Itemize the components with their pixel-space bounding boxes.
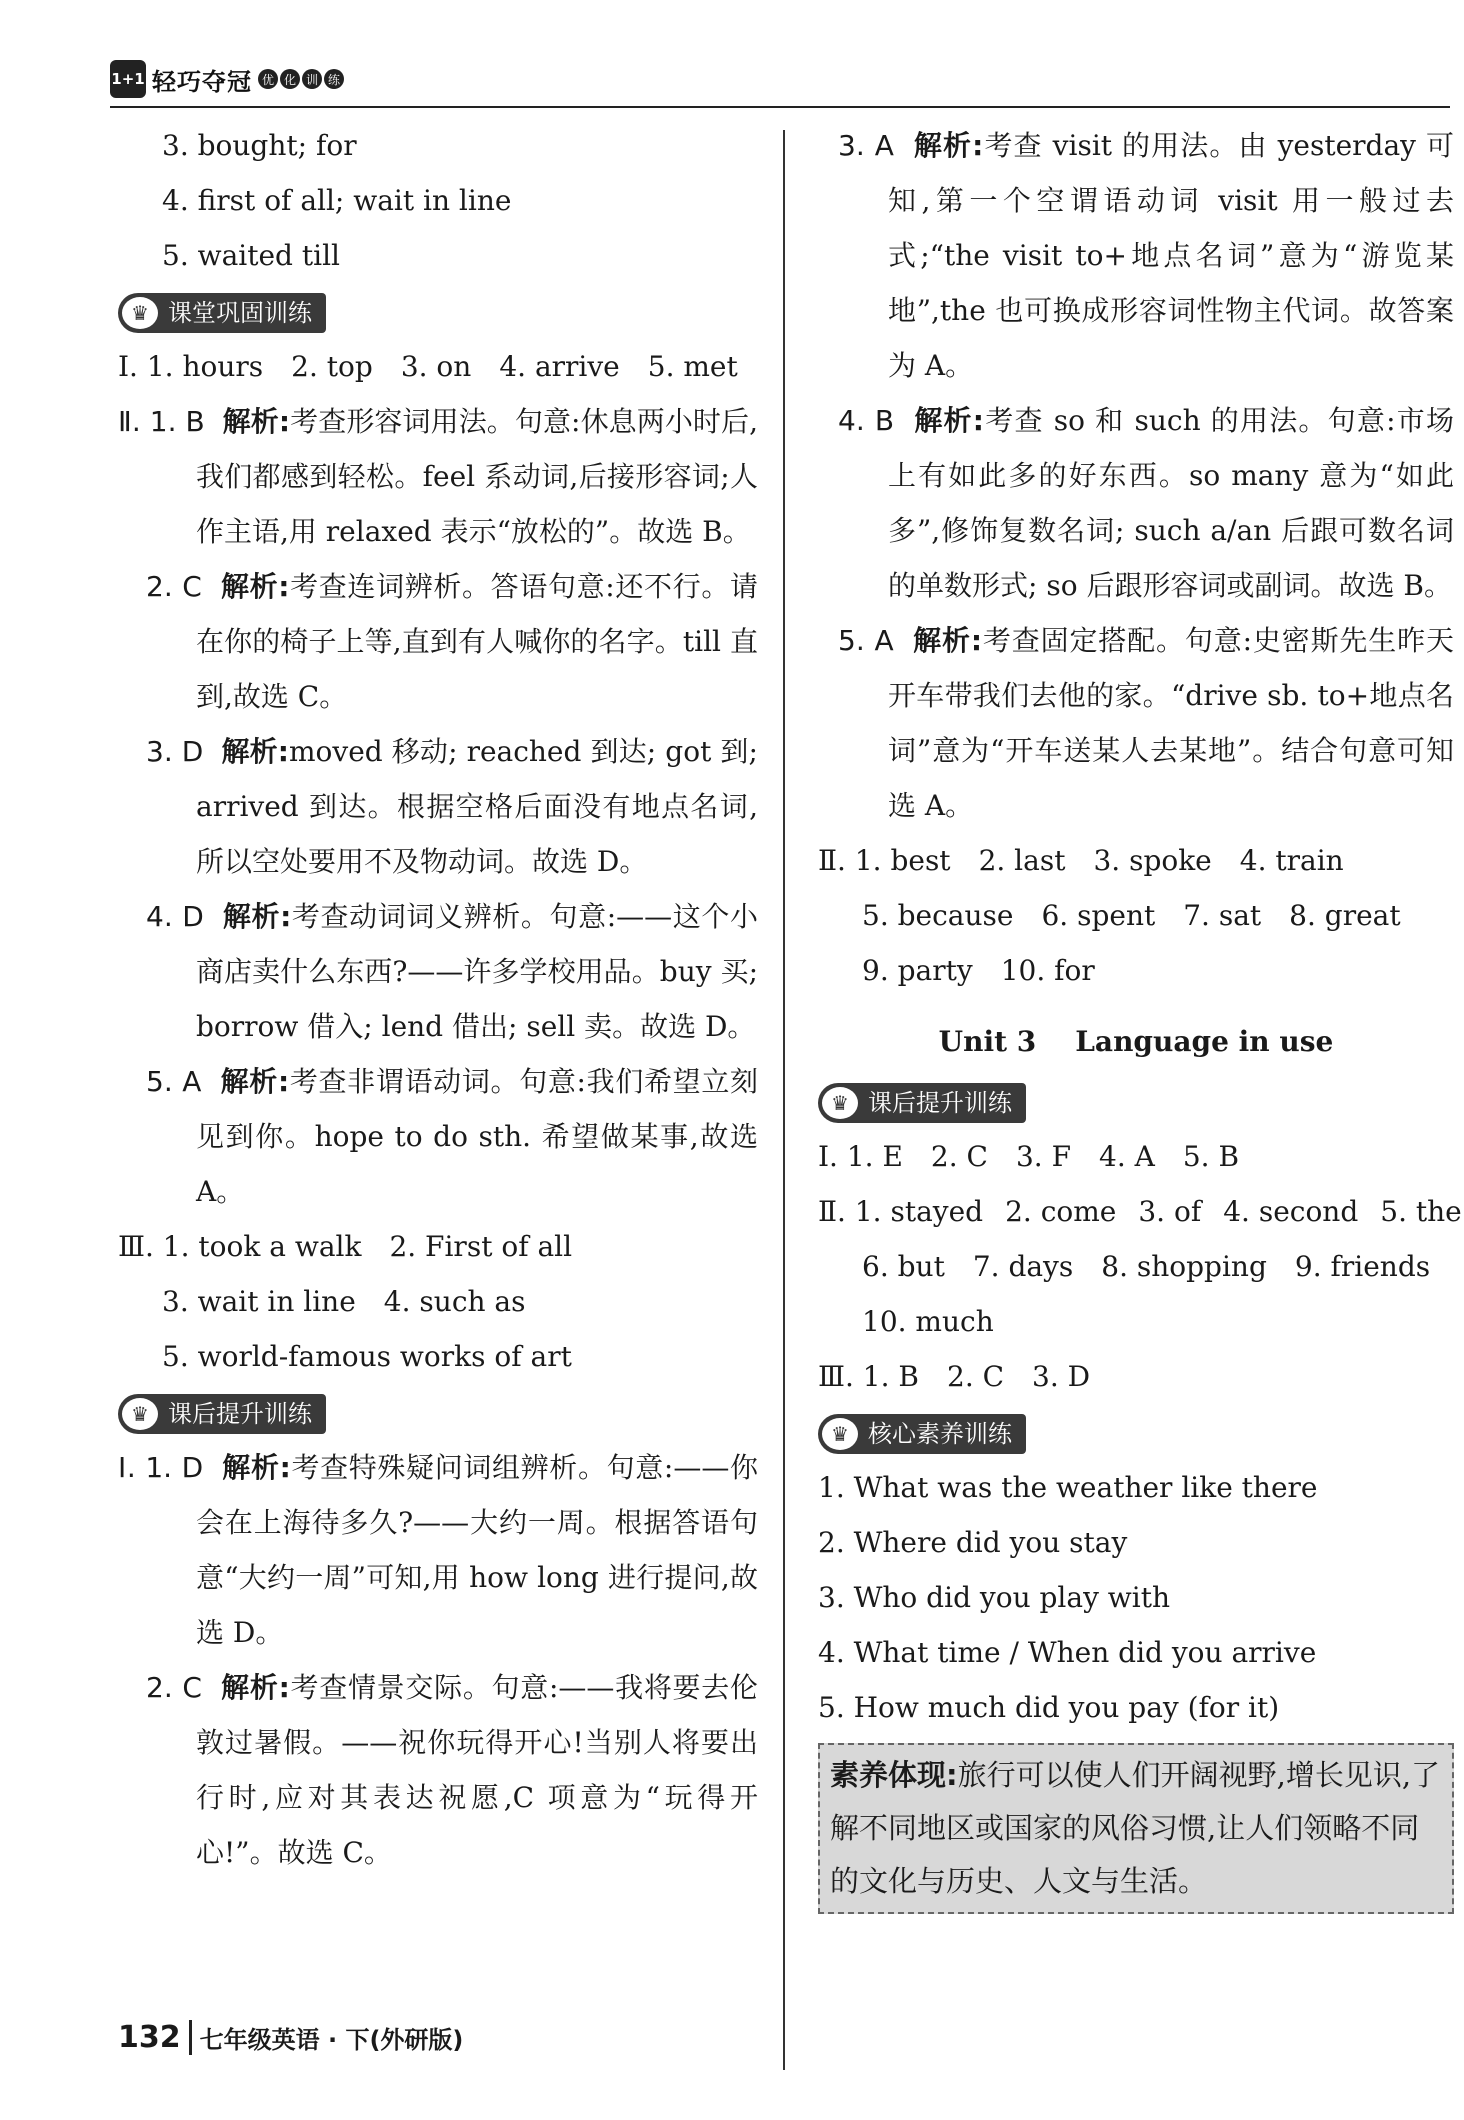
answer-item: 4. arrive [499,350,620,383]
answer-item: 2. come [1005,1195,1117,1228]
unit-title: Unit 3 Language in use [938,1025,1334,1058]
answer-item: 4. A [1099,1140,1155,1173]
answer-item: 4. such as [383,1285,526,1318]
page-number: 132 [118,2020,192,2055]
answer-item: 3. F [1015,1140,1072,1173]
answer-item: Ⅱ. 1. best [818,844,951,877]
explanation-item [118,889,758,1054]
analysis-label: 解析: [914,404,984,437]
answer-item: 5. the [1380,1195,1462,1228]
answer-head: 5. A [146,1065,202,1098]
analysis-label: 解析: [221,735,289,768]
logo-subtitle [258,69,344,89]
crown-icon: ♛ [822,1418,858,1450]
answer-row [818,943,1454,998]
analysis-text: 考查固定搭配。句意:史密斯先生昨天开车带我们去他的家。“drive sb. to+地点名词”意为“开车送某人去某地”。结合句意可知选 A。 [888,624,1454,822]
answer-item: 5. met [647,350,738,383]
answer-row [818,1294,1454,1349]
logo-title: 轻巧夺冠 [152,67,252,96]
explanation-item [118,1660,758,1880]
answer-item: Ⅲ. 1. took a walk [118,1230,362,1263]
answer-item: 3. wait in line [162,1285,356,1318]
left-column [118,118,758,1880]
analysis-text: moved 移动; reached 到达; got 到; arrived 到达。根据空格后面没有地点名词,所以空处要用不及物动词。故选 D。 [196,735,758,878]
answer-item: 3. spoke [1093,844,1212,877]
answer-item: 7. days [972,1250,1074,1283]
book-title: 七年级英语 · 下(外研版) [199,2026,464,2054]
logo-mark: 1+1 [110,60,146,98]
analysis-text: 考查 visit 的用法。由 yesterday 可知,第一个空谓语动词 visit 用一般过去式;“the visit to+地点名词”意为“游览某地”,the 也可换成形容词性物主代词。故答案为 A。 [888,129,1454,382]
section-tag-label: 课堂巩固训练 [168,299,312,327]
section-tag-label: 课后提升训练 [168,1400,312,1428]
section-tag-label: 课后提升训练 [868,1089,1012,1117]
explanation-item [118,1054,758,1219]
answer-item: 10. for [1000,954,1095,987]
analysis-text: 考查动词词义辨析。句意:——这个小商店卖什么东西?——许多学校用品。buy 买; borrow 借入; lend 借出; sell 卖。故选 D。 [196,900,758,1043]
answer-item: 2. last [978,844,1066,877]
answer-item: 9. party [862,954,973,987]
crown-icon: ♛ [122,1398,158,1430]
answer-line: 5. How much did you pay (for it) [818,1691,1280,1724]
answer-item: 2. First of all [389,1230,573,1263]
answer-item: 7. sat [1183,899,1262,932]
answer-row [118,1274,758,1329]
answer-line: 3. Who did you play with [818,1581,1170,1614]
section-tag [118,1394,326,1434]
answer-item: 8. great [1289,899,1401,932]
answer-item: 4. second [1223,1195,1359,1228]
answer-item: Ⅰ. 1. E [818,1140,903,1173]
summary-text: 旅行可以使人们开阔视野,增长见识,了解不同地区或国家的风俗习惯,让人们领略不同的文化与历史、人文与生活。 [830,1758,1441,1898]
answer-item: 2. top [291,350,373,383]
answer-row [818,1184,1462,1239]
header-rule [110,106,1450,108]
answer-item: 10. much [862,1305,994,1338]
answer-line: 5. waited till [162,239,340,272]
analysis-label: 解析: [222,405,291,438]
analysis-text: 考查特殊疑问词组辨析。句意:——你会在上海待多久?——大约一周。根据答语句意“大约一周”可知,用 how long 进行提问,故选 D。 [196,1451,758,1649]
logo-sub-char: 优 [258,69,278,89]
analysis-label: 解析: [222,900,292,933]
logo-sub-char: 化 [280,69,300,89]
answer-line: 1. What was the weather like there [818,1471,1318,1504]
analysis-text: 考查 so 和 such 的用法。句意:市场上有如此多的好东西。so many 意为“如此多”,修饰复数名词; such a/an 后跟可数名词的单数形式; so 后跟形容词或副词。故选 B。 [888,404,1454,602]
crown-icon: ♛ [822,1087,858,1119]
answer-item: 6. but [862,1250,945,1283]
answer-head: 4. D [146,900,204,933]
analysis-text: 考查形容词用法。句意:休息两小时后,我们都感到轻松。feel 系动词,后接形容词;人作主语,用 relaxed 表示“放松的”。故选 B。 [196,405,759,548]
analysis-label: 解析: [913,129,984,162]
answer-item: 3. D [1032,1360,1091,1393]
analysis-label: 解析: [913,624,983,657]
answer-head: 2. C [146,570,202,603]
answer-line: 4. first of all; wait in line [162,184,512,217]
section-tag [818,1083,1026,1123]
right-column [818,118,1462,1914]
answer-head: Ⅱ. 1. B [118,405,205,438]
answer-item: 5. world-famous works of art [162,1340,572,1373]
answer-row [818,833,1454,888]
answer-item: 5. B [1182,1140,1240,1173]
answer-row [818,1239,1454,1294]
explanation-item [118,394,758,559]
answer-item: Ⅱ. 1. stayed [818,1195,984,1228]
section-tag [818,1414,1026,1454]
column-divider [783,130,785,2070]
page-footer [118,2020,463,2055]
page-header [110,60,1450,104]
explanation-item [818,393,1454,613]
logo-sub-char: 练 [324,69,344,89]
answer-head: Ⅰ. 1. D [118,1451,204,1484]
answer-line: 3. bought; for [162,129,357,162]
answer-item: Ⅲ. 1. B [818,1360,919,1393]
answer-line: 4. What time / When did you arrive [818,1636,1317,1669]
answer-row [118,1329,758,1384]
analysis-text: 考查连词辨析。答语句意:还不行。请在你的椅子上等,直到有人喊你的名字。till 直到,故选 C。 [196,570,758,713]
explanation-item [118,1440,758,1660]
answer-item: 3. of [1138,1195,1202,1228]
explanation-item [818,118,1454,393]
analysis-text: 考查情景交际。句意:——我将要去伦敦过暑假。——祝你玩得开心!当别人将要出行时,应对其表达祝愿,C 项意为“玩得开心!”。故选 C。 [196,1671,758,1869]
section-tag-label: 核心素养训练 [868,1420,1012,1448]
crown-icon: ♛ [122,297,158,329]
answer-item: 3. on [400,350,472,383]
answer-head: 3. A [838,129,894,162]
analysis-label: 解析: [221,1671,290,1704]
explanation-item [818,613,1454,833]
answer-row [818,888,1454,943]
answer-head: 3. D [146,735,204,768]
answer-item: 4. train [1239,844,1344,877]
answer-line: 2. Where did you stay [818,1526,1128,1559]
answer-head: 4. B [838,404,895,437]
answer-row [818,1129,1454,1184]
logo-sub-char: 训 [302,69,322,89]
explanation-item [118,724,758,889]
answer-item: 8. shopping [1101,1250,1267,1283]
answer-item: 5. because [862,899,1014,932]
answer-item: 2. C [930,1140,988,1173]
analysis-label: 解析: [220,1065,290,1098]
summary-label: 素养体现: [830,1758,958,1792]
analysis-label: 解析: [220,570,290,603]
answer-row [118,1219,758,1274]
answer-item: 6. spent [1041,899,1156,932]
answer-item: 2. C [947,1360,1005,1393]
brand-logo [110,60,344,98]
section-tag [118,293,326,333]
answer-head: 2. C [146,1671,202,1704]
answer-head: 5. A [838,624,894,657]
answer-item: 9. friends [1294,1250,1431,1283]
analysis-text: 考查非谓语动词。句意:我们希望立刻见到你。hope to do sth. 希望做某事,故选 A。 [196,1065,759,1208]
answer-row [118,339,758,394]
analysis-label: 解析: [222,1451,291,1484]
literacy-summary-box [818,1743,1454,1914]
answer-row [818,1349,1454,1404]
answer-item: Ⅰ. 1. hours [118,350,264,383]
explanation-item [118,559,758,724]
